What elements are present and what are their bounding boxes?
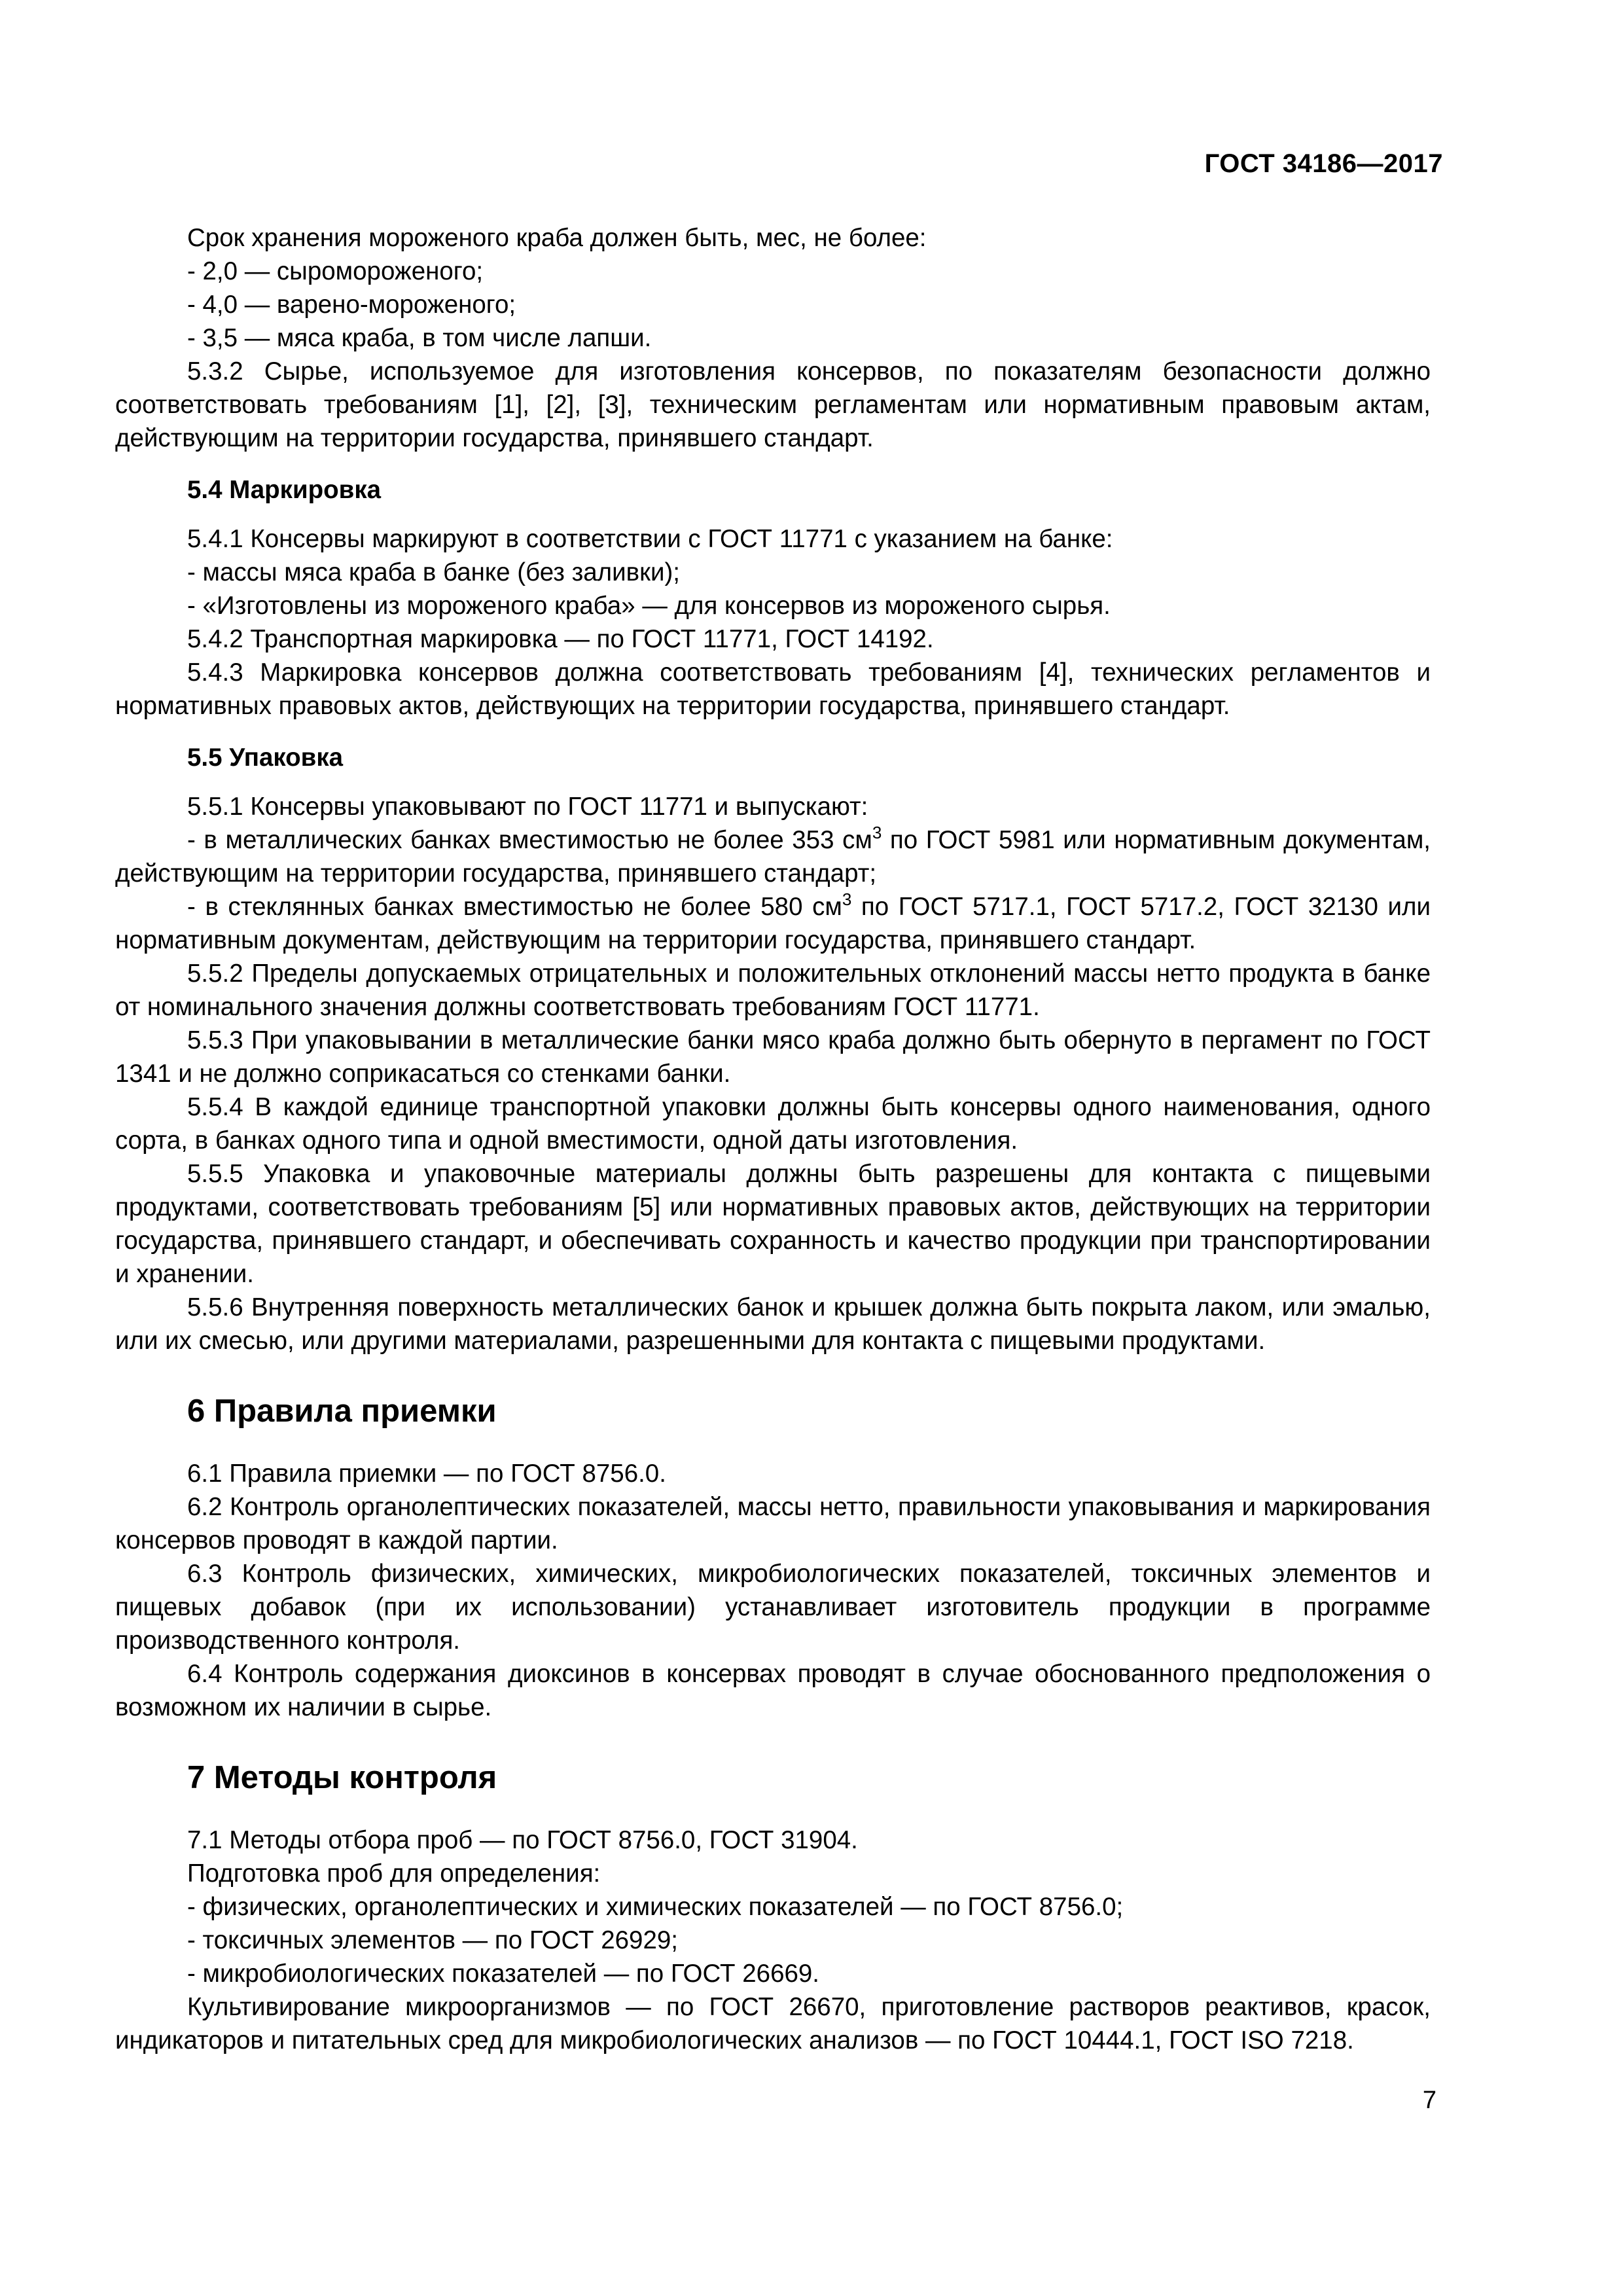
section-heading-7: 7 Методы контроля bbox=[187, 1760, 497, 1795]
paragraph-5-4-3: 5.4.3 Маркировка консервов должна соответствовать требованиям [4], технических регламентов и нормативных правовых актов, действующих на территории государства, принявшего стандарт. bbox=[115, 658, 1431, 720]
section-heading-5-4: 5.4 Маркировка bbox=[187, 476, 382, 504]
paragraph-5-5-4: 5.5.4 В каждой единице транспортной упаковки должны быть консервы одного наименования, одного сорта, в банках одного типа и одной вместимости, одной даты изготовления. bbox=[115, 1093, 1431, 1155]
superscript: 3 bbox=[872, 823, 882, 842]
paragraph-6-2: 6.2 Контроль органолептических показателей, массы нетто, правильности упаковывания и маркирования консервов проводят в каждой партии. bbox=[115, 1493, 1431, 1554]
superscript: 3 bbox=[842, 889, 852, 909]
storage-intro: Срок хранения мороженого краба должен быть, мес, не более: bbox=[187, 224, 927, 252]
paragraph-6-1: 6.1 Правила приемки — по ГОСТ 8756.0. bbox=[187, 1460, 666, 1488]
glass-cans-text-a: - в стеклянных банках вместимостью не более 580 см bbox=[187, 893, 842, 921]
document-body bbox=[115, 221, 1431, 2057]
paragraph-prep: Подготовка проб для определения: bbox=[187, 1859, 601, 1888]
glass-cans-text-b: по ГОСТ 5717.1, ГОСТ 5717.2, ГОСТ 32130 или нормативным документам, действующим на территории государства, принявшего стандарт. bbox=[115, 893, 1431, 954]
document-header: ГОСТ 34186—2017 bbox=[1204, 149, 1443, 178]
paragraph-cultivation: Культивирование микроорганизмов — по ГОСТ 26670, приготовление растворов реактивов, красок, индикаторов и питательных сред для микробиологических анализов — по ГОСТ 10444.1, ГОСТ ISO 7218. bbox=[115, 1993, 1431, 2054]
page-number: 7 bbox=[1422, 2087, 1436, 2114]
list-item: - массы мяса краба в банке (без заливки); bbox=[187, 558, 680, 586]
paragraph-5-4-1: 5.4.1 Консервы маркируют в соответствии с ГОСТ 11771 с указанием на банке: bbox=[187, 525, 1113, 553]
list-item: - 3,5 — мяса краба, в том числе лапши. bbox=[187, 324, 652, 352]
list-item: - 2,0 — сыромороженого; bbox=[187, 257, 484, 285]
paragraph-7-1: 7.1 Методы отбора проб — по ГОСТ 8756.0, ГОСТ 31904. bbox=[187, 1826, 858, 1854]
list-item: - токсичных элементов — по ГОСТ 26929; bbox=[187, 1926, 678, 1954]
list-item: - микробиологических показателей — по ГОСТ 26669. bbox=[187, 1960, 819, 1988]
paragraph-5-5-3: 5.5.3 При упаковывании в металлические банки мясо краба должно быть обернуто в пергамент по ГОСТ 1341 и не должно соприкасаться со стенками банки. bbox=[115, 1026, 1431, 1088]
list-item: - 4,0 — варено-мороженого; bbox=[187, 291, 516, 319]
section-heading-5-5: 5.5 Упаковка bbox=[187, 744, 343, 772]
list-item: - «Изготовлены из мороженого краба» — для консервов из мороженого сырья. bbox=[187, 592, 1111, 620]
list-item-glass-cans bbox=[115, 890, 1431, 957]
paragraph-5-5-5: 5.5.5 Упаковка и упаковочные материалы должны быть разрешены для контакта с пищевыми продуктами, соответствовать требованиям [5] или нормативных правовых актов, действующих на территории государства, принявшего стандарт, и обеспечивать сохранность и качество продукции при транспортировании и хранении. bbox=[115, 1160, 1431, 1288]
paragraph-5-3-2: 5.3.2 Сырье, используемое для изготовления консервов, по показателям безопасности должно соответствовать требованиям [1], [2], [3], техническим регламентам или нормативным правовым актам, действующим на территории государства, принявшего стандарт. bbox=[115, 357, 1431, 452]
paragraph-5-5-2: 5.5.2 Пределы допускаемых отрицательных и положительных отклонений массы нетто продукта в банке от номинального значения должны соответствовать требованиям ГОСТ 11771. bbox=[115, 960, 1431, 1021]
paragraph-6-3: 6.3 Контроль физических, химических, микробиологических показателей, токсичных элементов и пищевых добавок (при их использовании) устанавливает изготовитель продукции в программе производственного контроля. bbox=[115, 1560, 1431, 1655]
paragraph-5-5-1: 5.5.1 Консервы упаковывают по ГОСТ 11771 и выпускают: bbox=[187, 793, 868, 821]
list-item: - физических, органолептических и химических показателей — по ГОСТ 8756.0; bbox=[187, 1893, 1124, 1921]
metal-cans-text-b: по ГОСТ 5981 или нормативным документам, действующим на территории государства, принявшего стандарт; bbox=[115, 826, 1431, 888]
paragraph-5-4-2: 5.4.2 Транспортная маркировка — по ГОСТ 11771, ГОСТ 14192. bbox=[187, 625, 934, 653]
paragraph-5-5-6: 5.5.6 Внутренняя поверхность металлических банок и крышек должна быть покрыта лаком, или эмалью, или их смесью, или другими материалами, разрешенными для контакта с пищевыми продуктами. bbox=[115, 1293, 1431, 1355]
section-heading-6: 6 Правила приемки bbox=[187, 1393, 497, 1429]
list-item-metal-cans bbox=[115, 823, 1431, 890]
paragraph-6-4: 6.4 Контроль содержания диоксинов в консервах проводят в случае обоснованного предположения о возможном их наличии в сырье. bbox=[115, 1660, 1431, 1721]
metal-cans-text-a: - в металлических банках вместимостью не более 353 см bbox=[187, 826, 872, 854]
